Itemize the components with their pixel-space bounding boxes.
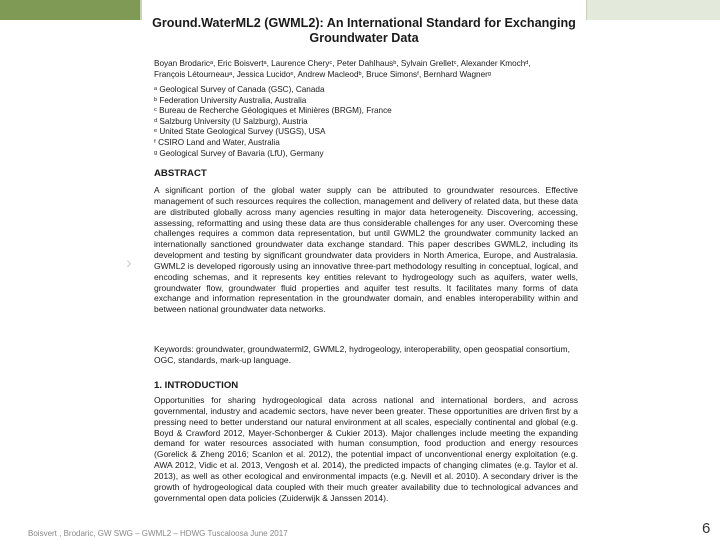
- paper-image: [142, 0, 586, 528]
- paper-title-line-2: Groundwater Data: [309, 31, 419, 45]
- affiliation-item: ᵍ Geological Survey of Bavaria (LfU), Germany: [154, 148, 324, 158]
- paper-title-line-1: Ground.WaterML2 (GWML2): An International Standard for Exchanging: [152, 16, 576, 30]
- affiliation-item: ᶜ Bureau de Recherche Géologiques et Minières (BRGM), France: [154, 106, 392, 116]
- affiliation-item: ᵃ Geological Survey of Canada (GSC), Canada: [154, 85, 325, 94]
- abstract-text: A significant portion of the global water supply can be attributed to groundwater resources. Effective management of such resources requires the collection, management and delivery of related data, but these data are distributed globally across many agencies resulting in major data heterogeneity. Discovering, accessing, assessing, reformatting and using these data are thus considerable challenges for any user. Overcoming these challenges requires a common data representation, but until GWML2 the groundwater community lacked an internationally sanctioned groundwater data exchange standard. This paper describes GWML2, including its development and testing by significant groundwater data providers in North America, Europe, and Australasia. GWML2 is developed rigorously using an innovative three-part methodology resulting in conceptual, logical, and encoding schemas, and it represents key entities relevant to hydrogeology such as aquifers, water wells, groundwater flow, groundwater fluid properties and aquifer test results. It facilitates many forms of data exchange and information representation in the groundwater domain, and enables interoperability within and between national groundwater data networks.: [154, 185, 578, 315]
- keywords-text: Keywords: groundwater, groundwaterml2, GWML2, hydrogeology, interoperability, open geospatial consortium, OGC, standards, mark-up language.: [154, 344, 570, 365]
- affiliation-item: ᵇ Federation University Australia, Australia: [154, 95, 307, 105]
- affiliation-item: ᶠ CSIRO Land and Water, Australia: [154, 137, 280, 147]
- page-number: 6: [702, 520, 711, 537]
- paper-title: [142, 16, 586, 46]
- introduction-text: Opportunities for sharing hydrogeological data across national and international borders, and across governmental, industry and academic sectors, have never been greater. These opportunities are driven first by a pressing need to better understand our natural environment at all scales, especially continental and global (e.g. Boyd & Crawford 2012, Mayer-Schonberger & Cukier 2013). Major challenges include meeting the expanding demand for water resources associated with human consumption, food production and energy resources (Gorelick & Zheng 2016; Scanlon et al. 2012), the potential impact of unconventional energy exploitation (e.g. AWA 2012, Vidic et al. 2013, Vengosh et al. 2014), the predicted impacts of changing climates (e.g. Taylor et al. 2013), as well as other ecological and environmental impacts (e.g. Nevill et al. 2010). A secondary driver is the growth of hydrogeological data coupled with their much greater availability due to technological advances and governmental open data policies (Zuiderwijk & Janssen 2014).: [154, 395, 578, 503]
- affiliation-item: ᵈ Salzburg University (U Salzburg), Austria: [154, 116, 308, 126]
- author-line-2: François Létourneauᵃ, Jessica Lucidoᵉ, Andrew Macleodᵇ, Bruce Simonsᶠ, Bernhard Wagnerᵍ: [154, 70, 491, 79]
- abstract-heading: ABSTRACT: [154, 168, 207, 179]
- slide-footer: Boisvert , Brodaric, GW SWG – GWML2 – HDWG Tuscaloosa June 2017: [28, 529, 288, 538]
- affiliation-item: ᵉ United State Geological Survey (USGS), USA: [154, 127, 326, 137]
- chevron-right-icon: ›: [126, 253, 132, 272]
- introduction-heading: 1. INTRODUCTION: [154, 380, 239, 391]
- affiliation-list: [154, 85, 578, 159]
- author-list: [154, 58, 578, 80]
- top-bar-dark: [0, 0, 140, 20]
- author-line-1: Boyan Brodaricᵃ, Eric Boisvertᵃ, Laurence Cheryᶜ, Peter Dahlhausᵇ, Sylvain Grelletᶜ, Alexander Kmochᵈ,: [154, 59, 531, 68]
- top-bar-light: [587, 0, 720, 20]
